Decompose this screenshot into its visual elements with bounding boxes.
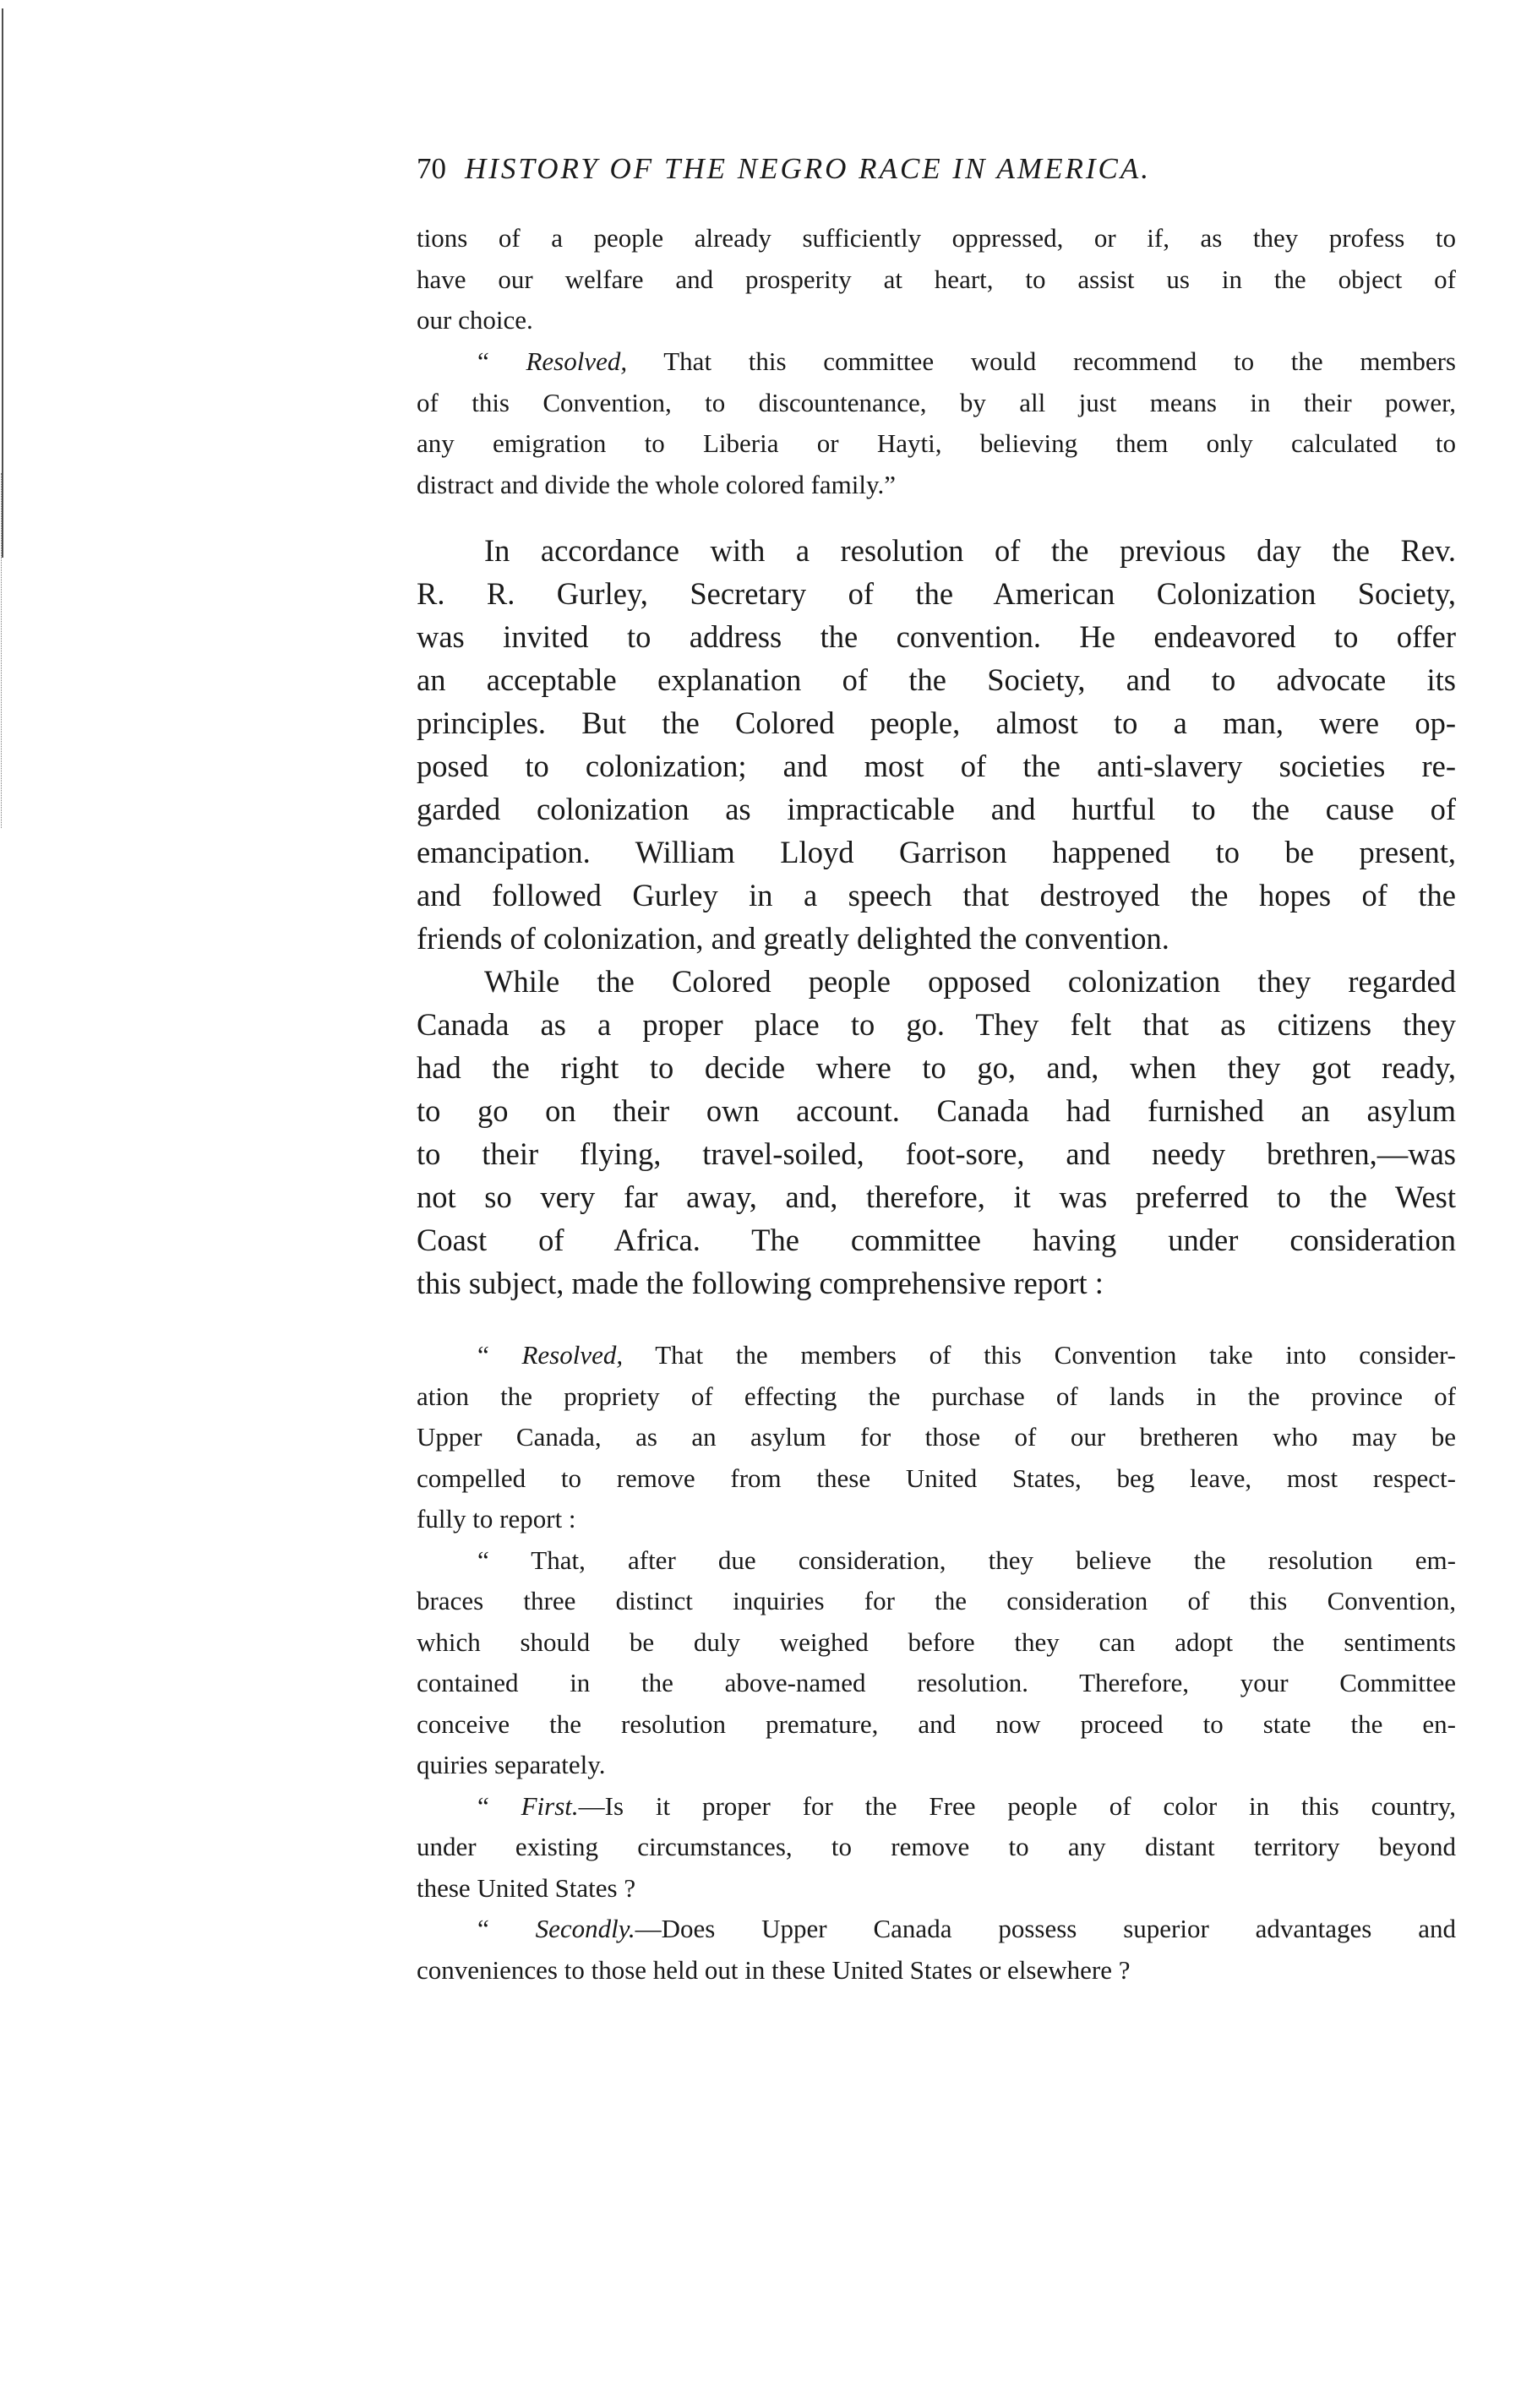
italic-secondly: Secondly.	[535, 1914, 635, 1943]
text-line: In accordance with a resolution of the previous day the Rev.	[484, 533, 1456, 568]
italic-first: First.	[521, 1790, 579, 1821]
text-line: conveniences to those held out in these United States or elsewhere ?	[417, 1954, 1131, 1985]
text-line	[417, 1786, 1456, 1828]
text-line: to their flying, travel-soiled, foot-sore, and needy brethren,—was	[417, 1136, 1456, 1171]
text-line: compelled to remove from these United States, beg leave, most respect-	[417, 1463, 1456, 1493]
resolution-quote-1	[417, 341, 1456, 505]
text-line: this subject, made the following comprehensive report :	[417, 1266, 1104, 1300]
scan-border-artifact	[1, 473, 3, 828]
text-line: which should be duly weighed before they can adopt the sentiments	[417, 1626, 1456, 1657]
text-line: Upper Canada, as an asylum for those of our bretheren who may be	[417, 1422, 1456, 1452]
text-line: contained in the above-named resolution. Therefore, your Committee	[417, 1668, 1456, 1697]
text-line: was invited to address the convention. He endeavored to offer	[417, 619, 1456, 654]
text-line: garded colonization as impracticable and hurtful to the cause of	[417, 792, 1456, 826]
text-line: not so very far away, and, therefore, it was preferred to the West	[417, 1179, 1456, 1214]
open-quote: “	[477, 1914, 489, 1943]
text-line: ation the propriety of effecting the purchase of lands in the province of	[417, 1381, 1456, 1411]
text-line	[417, 341, 1456, 383]
text-line: friends of colonization, and greatly delighted the convention.	[417, 921, 1169, 956]
book-title: HISTORY OF THE NEGRO RACE IN AMERICA.	[465, 152, 1151, 185]
open-quote: “	[477, 1790, 489, 1821]
text-line: While the Colored people opposed colonization they regarded	[484, 964, 1456, 999]
paragraph-gurley	[417, 529, 1456, 960]
open-quote: “	[477, 346, 489, 376]
text-line: to go on their own account. Canada had furnished an asylum	[417, 1093, 1456, 1128]
text-line: have our welfare and prosperity at heart, to assist us in the object of	[417, 264, 1456, 294]
text-line	[417, 1909, 1456, 1950]
open-quote: “	[477, 1340, 489, 1370]
continuation-paragraph	[417, 218, 1456, 341]
text-line: our choice.	[417, 305, 533, 335]
text-line: emancipation. William Lloyd Garrison happened to be present,	[417, 835, 1456, 869]
text-line: “ That, after due consideration, they believe the resolution em-	[477, 1544, 1456, 1575]
text-line: and followed Gurley in a speech that destroyed the hopes of the	[417, 878, 1456, 913]
italic-resolved: Resolved,	[526, 346, 628, 376]
text-line: an acceptable explanation of the Society, and to advocate its	[417, 662, 1456, 697]
paragraph-canada	[417, 960, 1456, 1305]
text-run: That this committee would recommend to the members	[627, 346, 1457, 376]
text-line: quiries separately.	[417, 1750, 606, 1779]
running-head	[417, 152, 1456, 194]
text-line: R. R. Gurley, Secretary of the American Colonization Society,	[417, 576, 1456, 611]
resolution-quote-2	[417, 1335, 1456, 1991]
text-line: fully to report :	[417, 1504, 576, 1534]
text-line: tions of a people already sufficiently oppressed, or if, as they profess to	[417, 223, 1456, 253]
text-line: under existing circumstances, to remove to any distant territory beyond	[417, 1832, 1456, 1861]
text-line: Coast of Africa. The committee having under consideration	[417, 1223, 1456, 1257]
page-number: 70	[417, 152, 446, 185]
text-line: these United States ?	[417, 1872, 636, 1903]
text-line: distract and divide the whole colored family.”	[417, 469, 896, 499]
text-line	[417, 1335, 1456, 1376]
text-line: conceive the resolution premature, and now proceed to state the en-	[417, 1708, 1456, 1739]
text-line: braces three distinct inquiries for the consideration of this Convention,	[417, 1586, 1456, 1615]
italic-resolved: Resolved,	[521, 1340, 624, 1370]
text-line: any emigration to Liberia or Hayti, believing them only calculated to	[417, 428, 1456, 458]
text-line: had the right to decide where to go, and, when they got ready,	[417, 1050, 1456, 1085]
text-run: —Does Upper Canada possess superior advantages and	[635, 1914, 1456, 1943]
text-run: —Is it proper for the Free people of color in this country,	[578, 1790, 1456, 1821]
text-line: Canada as a proper place to go. They felt that as citizens they	[417, 1007, 1456, 1042]
text-line: posed to colonization; and most of the anti-slavery societies re-	[417, 749, 1456, 783]
text-line: principles. But the Colored people, almost to a man, were op-	[417, 706, 1456, 740]
text-line: of this Convention, to discountenance, by all just means in their power,	[417, 387, 1456, 417]
text-run: That the members of this Convention take into consider-	[623, 1340, 1456, 1370]
